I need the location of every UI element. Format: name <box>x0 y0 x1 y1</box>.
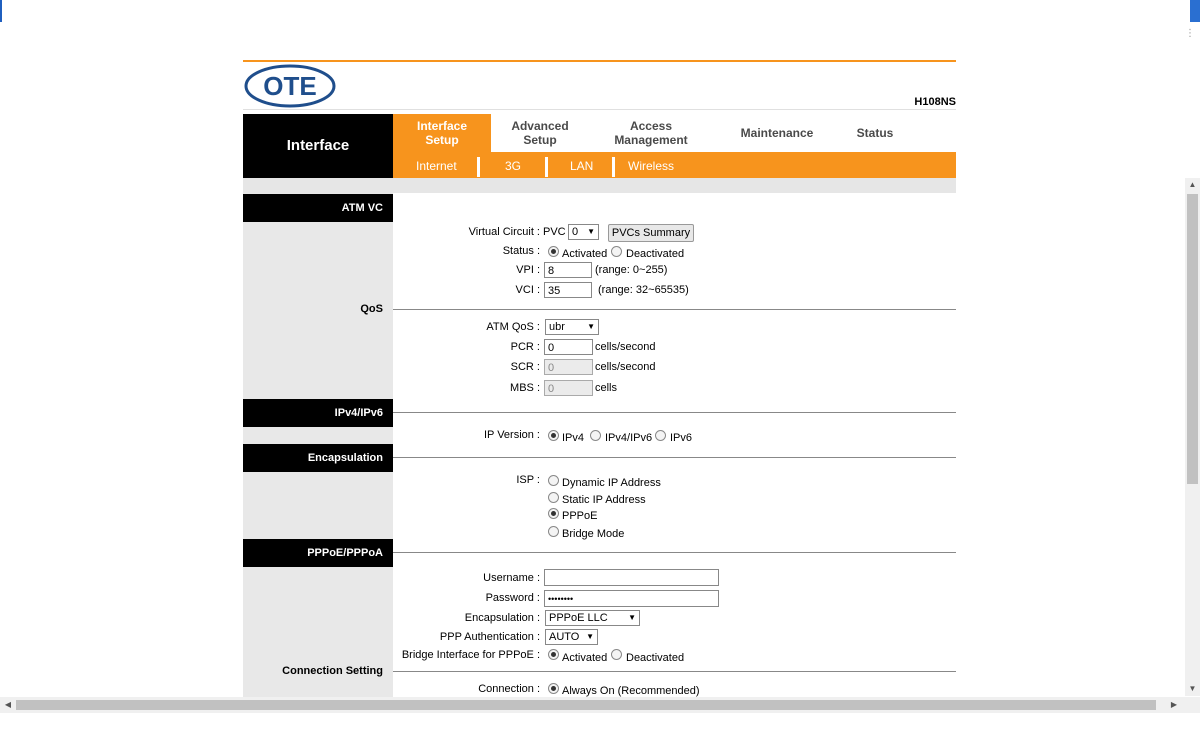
atm-qos-select[interactable]: ubr ▼ <box>545 319 599 335</box>
encap-label: Encapsulation : <box>464 612 540 624</box>
isp-bridge-radio[interactable] <box>548 526 559 537</box>
tab-advanced-setup[interactable]: Advanced Setup <box>511 119 569 147</box>
connection-always-on-label: Always On (Recommended) <box>562 685 700 697</box>
status-activated-radio[interactable] <box>548 246 559 257</box>
vertical-scroll-thumb[interactable] <box>1187 194 1198 484</box>
section-encapsulation: Encapsulation <box>243 444 393 472</box>
status-deactivated-radio[interactable] <box>611 246 622 257</box>
tab-maintenance[interactable]: Maintenance <box>740 126 814 140</box>
ip-version-ipv6-label: IPv6 <box>670 432 693 444</box>
isp-pppoe-radio[interactable] <box>548 508 559 519</box>
header-accent-line <box>243 60 956 62</box>
tab-interface-setup[interactable]: Interface Setup <box>393 114 491 152</box>
ip-version-label: IP Version : <box>483 429 540 441</box>
status-deactivated-label: Deactivated <box>626 248 685 260</box>
ppp-auth-select[interactable]: AUTO ▼ <box>545 629 598 645</box>
model-name: H108NS <box>914 96 956 108</box>
subtab-separator <box>545 157 548 177</box>
ip-version-ipv4ipv6-radio[interactable] <box>590 430 601 441</box>
scroll-right-icon[interactable]: ▶ <box>1170 700 1178 709</box>
vci-label: VCI : <box>515 284 540 296</box>
subtab-wireless[interactable]: Wireless <box>628 159 675 173</box>
connection-always-on-radio[interactable] <box>548 683 559 694</box>
vci-input[interactable]: 35 <box>544 282 592 298</box>
status-label: Status : <box>502 245 540 257</box>
resize-grip-icon: ⋮ <box>1185 28 1195 39</box>
scr-input[interactable]: 0 <box>544 359 593 375</box>
mbs-input[interactable]: 0 <box>544 380 593 396</box>
subtab-separator <box>612 157 615 177</box>
header-spacer <box>243 178 956 193</box>
section-connection-setting: Connection Setting <box>282 665 383 677</box>
window-edge-left <box>0 0 2 22</box>
mbs-unit: cells <box>595 382 618 394</box>
password-label: Password : <box>485 592 540 604</box>
window-edge-right <box>1190 0 1200 22</box>
section-atm-vc: ATM VC <box>243 194 393 222</box>
section-pppoe-pppoa: PPPoE/PPPoA <box>243 539 393 567</box>
connection-divider <box>393 671 956 672</box>
ip-version-ipv4-label: IPv4 <box>562 432 585 444</box>
tab-status[interactable]: Status <box>856 126 894 140</box>
isp-dynamic-radio[interactable] <box>548 475 559 486</box>
subtab-internet[interactable]: Internet <box>416 159 457 173</box>
status-activated-label: Activated <box>562 248 608 260</box>
vpi-label: VPI : <box>516 264 540 276</box>
vpi-range: (range: 0~255) <box>595 264 668 276</box>
encap-select[interactable]: PPPoE LLC ▼ <box>545 610 640 626</box>
ip-version-ipv4-radio[interactable] <box>548 430 559 441</box>
bridge-deactivated-radio[interactable] <box>611 649 622 660</box>
vci-range: (range: 32~65535) <box>598 284 689 296</box>
connection-label: Connection : <box>478 683 540 695</box>
mbs-label: MBS : <box>510 382 540 394</box>
scroll-up-icon[interactable]: ▲ <box>1188 180 1197 189</box>
encapsulation-divider <box>393 457 956 458</box>
scroll-left-icon[interactable]: ◀ <box>4 700 12 709</box>
scroll-down-icon[interactable]: ▼ <box>1188 684 1197 693</box>
bridge-activated-label: Activated <box>562 652 608 664</box>
virtual-circuit-label: Virtual Circuit : <box>468 226 540 238</box>
pvc-select[interactable]: 0 ▼ <box>568 224 599 240</box>
tab-access-management[interactable]: Access Management <box>614 119 688 147</box>
scr-label: SCR : <box>510 361 540 373</box>
section-title: Interface <box>243 114 393 178</box>
isp-dynamic-label: Dynamic IP Address <box>562 477 661 489</box>
ote-logo <box>244 64 336 108</box>
scr-unit: cells/second <box>595 361 656 373</box>
pcr-input[interactable]: 0 <box>544 339 593 355</box>
ipv4-ipv6-divider <box>393 412 956 413</box>
horizontal-scroll-thumb[interactable] <box>16 700 1156 710</box>
subtab-separator <box>477 157 480 177</box>
section-qos: QoS <box>360 303 383 315</box>
bridge-interface-label: Bridge Interface for PPPoE : <box>401 649 540 661</box>
pcr-label: PCR : <box>510 341 540 353</box>
ppp-auth-label: PPP Authentication : <box>439 631 540 643</box>
isp-pppoe-label: PPPoE <box>562 510 598 522</box>
atm-qos-label: ATM QoS : <box>486 321 540 333</box>
isp-bridge-label: Bridge Mode <box>562 528 625 540</box>
ip-version-ipv4ipv6-label: IPv4/IPv6 <box>605 432 653 444</box>
bridge-deactivated-label: Deactivated <box>626 652 685 664</box>
ip-version-ipv6-radio[interactable] <box>655 430 666 441</box>
isp-label: ISP : <box>516 474 540 486</box>
pppoe-divider <box>393 552 956 553</box>
svg-text:OTE: OTE <box>263 71 317 101</box>
bridge-activated-radio[interactable] <box>548 649 559 660</box>
isp-static-radio[interactable] <box>548 492 559 503</box>
username-input[interactable] <box>544 569 719 586</box>
qos-divider <box>393 309 956 310</box>
section-ipv4-ipv6: IPv4/IPv6 <box>243 399 393 427</box>
pvc-prefix: PVC <box>543 226 566 238</box>
header-divider <box>243 109 956 110</box>
pvcs-summary-button[interactable]: PVCs Summary <box>608 224 694 242</box>
subtab-lan[interactable]: LAN <box>570 159 594 173</box>
vpi-input[interactable]: 8 <box>544 262 592 278</box>
scrollbar-corner <box>1185 697 1200 713</box>
password-input[interactable]: •••••••• <box>544 590 719 607</box>
isp-static-label: Static IP Address <box>562 494 646 506</box>
username-label: Username : <box>483 572 540 584</box>
pcr-unit: cells/second <box>595 341 656 353</box>
subtab-3g[interactable]: 3G <box>505 159 522 173</box>
